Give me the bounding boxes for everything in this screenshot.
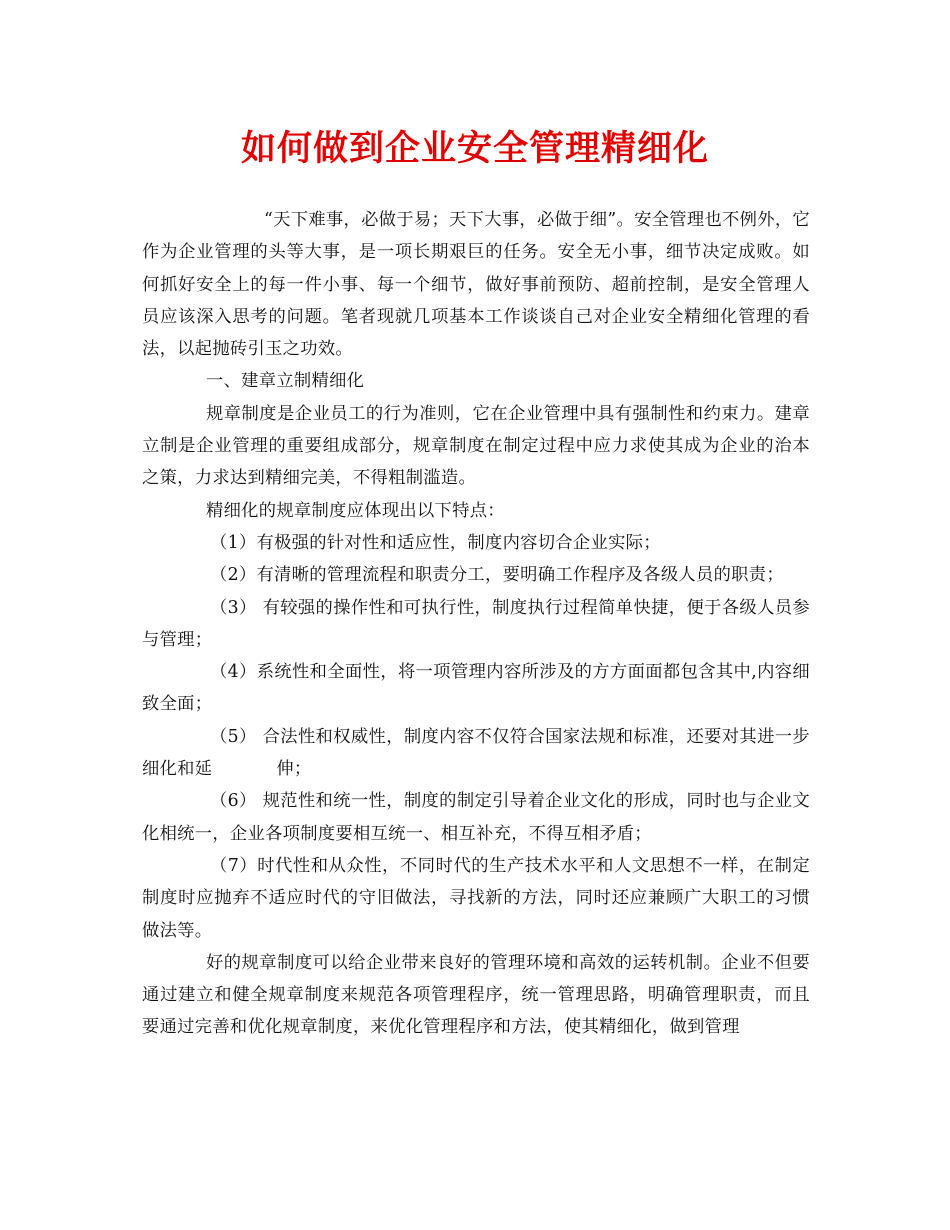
- feature-item-5: [142, 721, 810, 786]
- feature-item-7: （7）时代性和从众性，不同时代的生产技术水平和人文思想不一样，在制定制度时应抛弃不适应时代的守旧做法，寻找新的方法，同时还应兼顾广大职工的习惯做法等。: [142, 855, 810, 941]
- intro-paragraph: “天下难事，必做于易；天下大事，必做于细”。安全管理也不例外，它作为企业管理的头等大事，是一项长期艰巨的任务。安全无小事，细节决定成败。如何抓好安全上的每一件小事、每一个细节，做好事前预防、超前控制，是安全管理人员应该深入思考的问题。笔者现就几项基本工作谈谈自己对企业安全精细化管理的看法，以起抛砖引玉之功效。: [142, 210, 810, 360]
- feature-item-5-tail: 伸；: [276, 759, 312, 780]
- document-title: 如何做到企业安全管理精细化: [240, 129, 709, 169]
- feature-item-3: （3） 有较强的操作性和可执行性，制度执行过程简单快捷，便于各级人员参与管理；: [142, 597, 810, 650]
- feature-item-4: （4）系统性和全面性，将一项管理内容所涉及的方方面面都包含其中,内容细致全面；: [142, 662, 810, 715]
- feature-item-1: （1）有极强的针对性和适应性，制度内容切合企业实际；: [210, 532, 661, 553]
- feature-item-2: （2）有清晰的管理流程和职责分工，要明确工作程序及各级人员的职责；: [210, 565, 784, 586]
- document-body: [142, 204, 810, 1044]
- features-lead-paragraph: 精细化的规章制度应体现出以下特点：: [206, 500, 505, 521]
- rules-definition-paragraph: 规章制度是企业员工的行为准则，它在企业管理中具有强制性和约束力。建章立制是企业管理的重要组成部分，规章制度在制定过程中应力求使其成为企业的治本之策，力求达到精细完美，不得粗制滥造。: [142, 403, 810, 489]
- section-heading: 一、建章立制精细化: [206, 371, 365, 392]
- feature-item-5-text: （5） 合法性和权威性，制度内容不仅符合国家法规和标准，还要对其进一步细化和延: [142, 726, 810, 780]
- closing-paragraph: 好的规章制度可以给企业带来良好的管理环境和高效的运转机制。企业不但要通过建立和健全规章制度来规范各项管理程序，统一管理思路，明确管理职责，而且要通过完善和优化规章制度，来优化管理程序和方法，使其精细化，做到管理: [142, 952, 810, 1038]
- feature-item-6: （6） 规范性和统一性，制度的制定引导着企业文化的形成，同时也与企业文化相统一，企业各项制度要相互统一、相互补充，不得互相矛盾；: [142, 791, 810, 844]
